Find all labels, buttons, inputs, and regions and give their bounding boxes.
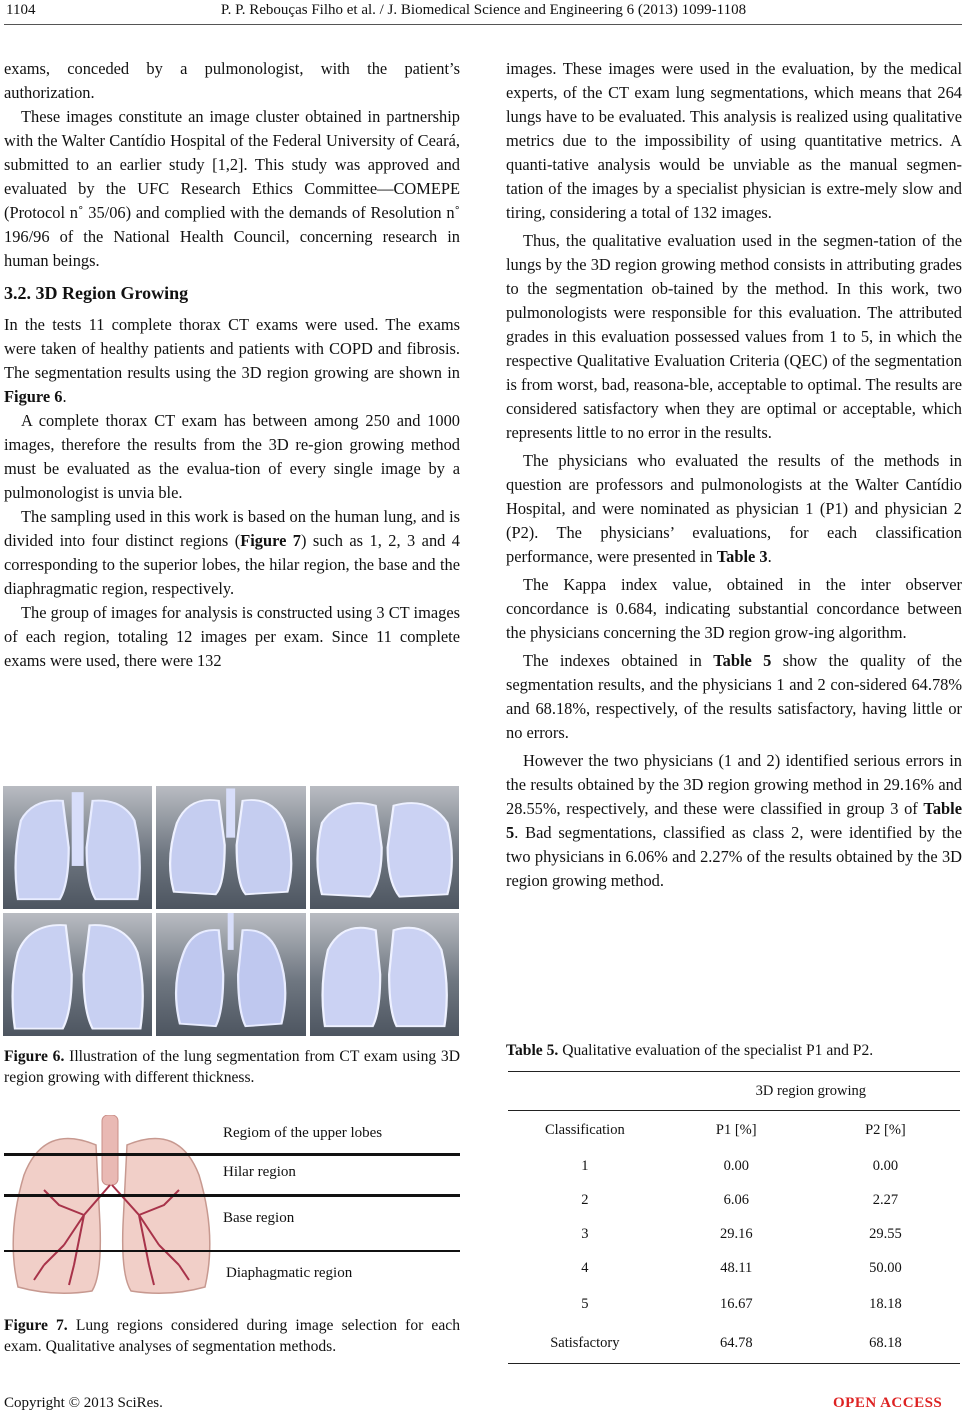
paragraph: The indexes obtained in Table 5 show the quality of the segmentation results, and the physicians 1 and 2 con-sidered 64.78% and 68.18%, respectively, of the results satisfactory, having little or no errors. (506, 651, 962, 742)
table-5-caption: Table 5. Qualitative evaluation of the specialist P1 and P2. (506, 1042, 874, 1059)
lung-render-image (3, 913, 152, 1036)
paragraph: The group of images for analysis is constructed using 3 CT images of each region, totaling 12 images per exam. Since 11 complete exams were used, there were 132 (4, 603, 460, 670)
table-reference: Table 3 (716, 547, 768, 566)
table-cell: 2.27 (872, 1191, 899, 1208)
table-cell: 64.78 (719, 1334, 753, 1351)
table-row (508, 1149, 960, 1183)
lung-anatomy-illustration (4, 1115, 219, 1300)
figure-7-caption: Figure 7. Lung regions considered during image selection for each exam. Qualitative analyses of segmentation methods. (4, 1317, 460, 1355)
paragraph: The Kappa index value, obtained in the inter observer concordance is 0.684, indicating substantial concordance between the physicians concerning the 3D region grow-ing algorithm. (506, 575, 962, 642)
table-cell: 1 (581, 1157, 589, 1174)
table-cell: 3 (581, 1225, 589, 1242)
paragraph: However the two physicians (1 and 2) identified serious errors in the results obtained by the 3D region growing method in 29.16% and 28.55%, respectively, and these were classified in group 3 of Table 5. Bad segmentations, classified as class 2, were identified by the two physicians in 6.06% and 2.27% of the results obtained by the 3D region growing method. (506, 751, 962, 890)
paragraph: images. These images were used in the evaluation, by the medical experts, of the CT exam lung segmentations, which means that 264 lungs have to be evaluated. This analysis is realized using qualitative metrics due to the impossibility of using quantitative metrics. A quanti-tative analysis would be unviable as the manual segmen-tation of the images by a specialist physician is extre-mely slow and tiring, considering a total of 132 images. (506, 59, 962, 222)
table-cell: Satisfactory (550, 1334, 620, 1351)
region-label: Hilar region (223, 1164, 296, 1180)
region-divider (4, 1153, 460, 1156)
table-cell: 68.18 (869, 1334, 902, 1351)
table-reference: Table 5 (506, 799, 962, 842)
table-cell: 6.06 (723, 1191, 749, 1208)
paragraph: A complete thorax CT exam has between among 250 and 1000 images, therefore the results from the 3D re-gion growing method must be evaluated as the evalua-tion of every single image by a pulmonologist is unvia ble. (4, 411, 460, 502)
table-cell: 0.00 (872, 1157, 899, 1174)
paragraph: Thus, the qualitative evaluation used in the segmen-tation of the lungs by the 3D region growing method consists in attributing grades to the segmentation ob-tained by the method. In this work, two pulmonologists were responsible for this evaluation. The attributed grades in this evaluation possessed values from 1 to 5, in which the respective Qualitative Evaluation Criteria (QEC) of the segmentation is from worst, bad, reasona-ble, acceptable to optimal. The results are considered satisfactory when they are optimal or acceptable, which represents little to no error in the results. (506, 231, 962, 442)
table-cell: 48.11 (720, 1259, 753, 1276)
region-label: Base region (223, 1210, 295, 1226)
table-cell: 2 (581, 1191, 589, 1208)
table-cell: 4 (581, 1259, 589, 1276)
table-cell: 29.55 (869, 1225, 902, 1242)
table-row (508, 1323, 960, 1364)
table-5 (508, 1071, 960, 1364)
header-rule (4, 24, 962, 25)
table-cell: 16.67 (719, 1295, 753, 1312)
left-column (4, 57, 460, 673)
figure-6-image-grid (3, 786, 459, 1036)
table-cell: 50.00 (869, 1259, 902, 1276)
lung-render-image (156, 913, 305, 1036)
section-heading: 3.2. 3D Region Growing (4, 283, 189, 303)
page-number: 1104 (6, 2, 36, 18)
table-cell: 29.16 (719, 1225, 753, 1242)
table-row (508, 1251, 960, 1285)
table-column-header: Classification (544, 1121, 625, 1138)
right-column (506, 57, 962, 893)
figure-6-caption: Figure 6. Illustration of the lung segmentation from CT exam using 3D region growing with different thickness. (4, 1048, 460, 1086)
table-cell: 5 (581, 1295, 589, 1312)
paragraph: The sampling used in this work is based on the human lung, and is divided into four distinct regions (Figure 7) such as 1, 2, 3 and 4 corresponding to the superior lobes, the hilar region, the base and the diaphragmatic region, respectively. (4, 507, 460, 598)
table-reference: Table 5 (713, 651, 772, 670)
region-label: Diaphagmatic region (226, 1265, 353, 1281)
paragraph: exams, conceded by a pulmonologist, with the patient’s authorization. (4, 59, 460, 102)
figure-reference: Figure 6 (4, 387, 63, 406)
lung-render-image (310, 786, 459, 909)
region-divider (4, 1194, 460, 1197)
table-row (508, 1217, 960, 1251)
table-cell: 18.18 (869, 1295, 902, 1312)
copyright-notice: Copyright © 2013 SciRes. (4, 1395, 163, 1411)
lung-render-image (156, 786, 305, 909)
paragraph: The physicians who evaluated the results of the methods in question are professors and pulmonologists at the Walter Cantídio Hospital, and were nominated as physician 1 (P1) and physician 2 (P2). The physicians’ evaluations, for each classification performance, were presented in Table 3. (506, 451, 962, 566)
table-row (508, 1183, 960, 1217)
table-column-header: P2 [%] (865, 1121, 906, 1138)
lung-render-image (3, 786, 152, 909)
region-label: Regiom of the upper lobes (223, 1125, 383, 1141)
figure-7-lung-regions (4, 1115, 460, 1300)
paragraph: These images constitute an image cluster obtained in partnership with the Walter Cantídio Hospital of the Federal University of Ceará, submitted to an earlier study [1,2]. This study was approved and evaluated by the UFC Research Ethics Committee—COMEPE (Protocol n˚ 35/06) and complied with the demands of Resolution n˚ 196/96 of the National Health Council, concerning research in human beings. (4, 107, 460, 270)
table-row (508, 1285, 960, 1323)
region-divider (4, 1250, 460, 1252)
paragraph: In the tests 11 complete thorax CT exams were used. The exams were taken of healthy patients and patients with COPD and fibrosis. The segmentation results using the 3D region growing are shown in Figure 6. (4, 315, 460, 406)
lung-render-image (310, 913, 459, 1036)
figure-reference: Figure 7 (240, 531, 301, 550)
table-cell: 0.00 (723, 1157, 749, 1174)
open-access-badge: OPEN ACCESS (833, 1395, 943, 1411)
table-column-header: P1 [%] (715, 1121, 757, 1138)
table-group-header: 3D region growing (755, 1082, 866, 1099)
running-title: P. P. Rebouças Filho et al. / J. Biomedical Science and Engineering 6 (2013) 1099-1108 (220, 2, 747, 18)
